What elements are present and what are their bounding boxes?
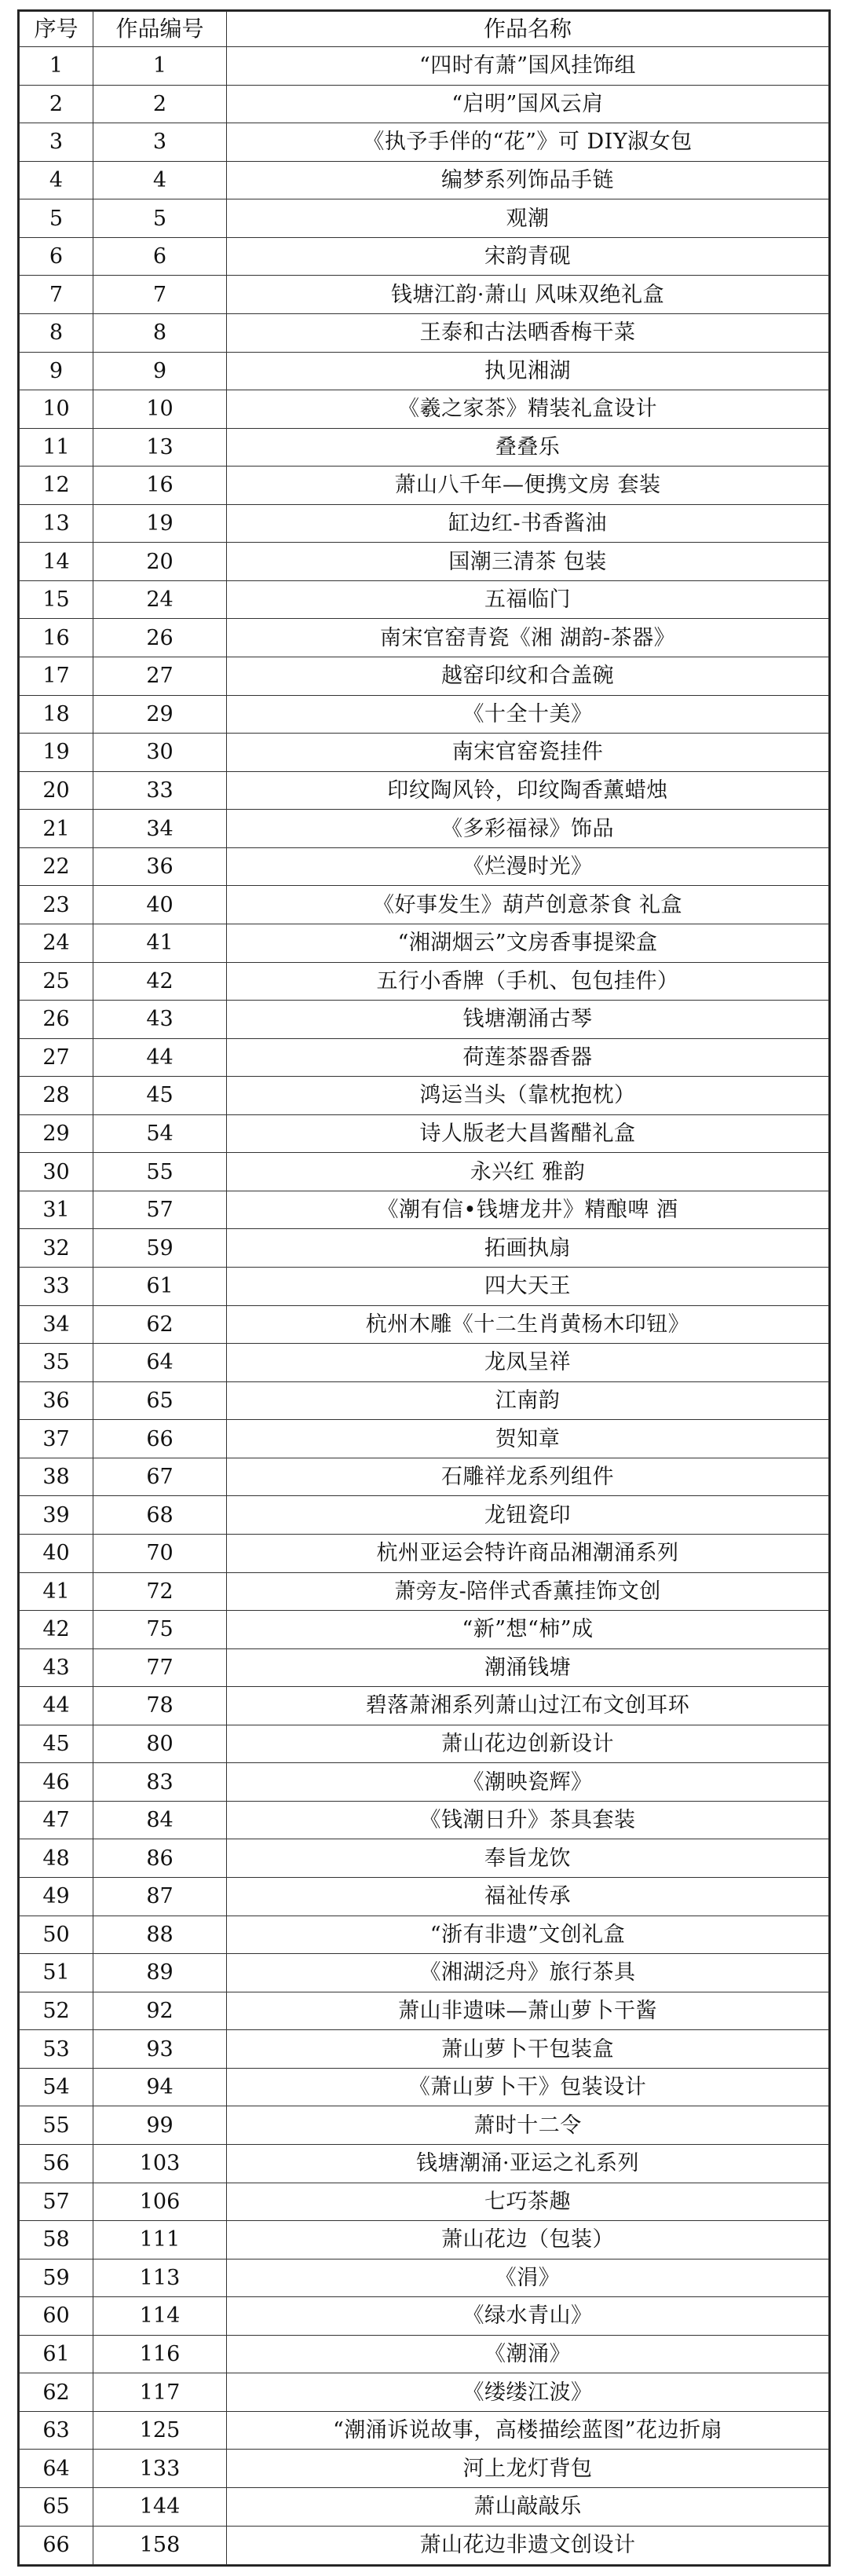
cell-work-code: 94 — [93, 2068, 227, 2106]
table-row — [20, 1001, 829, 1039]
cell-work-code: 84 — [93, 1801, 227, 1839]
cell-work-code: 3 — [93, 123, 227, 162]
table-row — [20, 2335, 829, 2373]
cell-work-code: 106 — [93, 2183, 227, 2221]
table-row — [20, 657, 829, 696]
cell-serial-number: 49 — [20, 1878, 93, 1916]
cell-work-title: 《涓》 — [227, 2259, 829, 2297]
table-row — [20, 2068, 829, 2106]
table-row — [20, 1916, 829, 1954]
table-row — [20, 1153, 829, 1191]
cell-work-code: 16 — [93, 467, 227, 505]
cell-serial-number: 10 — [20, 390, 93, 429]
cell-serial-number: 7 — [20, 276, 93, 314]
cell-work-title: 四大天王 — [227, 1268, 829, 1306]
cell-work-title: 叠叠乐 — [227, 428, 829, 467]
table-row — [20, 237, 829, 276]
cell-work-title: 福祉传承 — [227, 1878, 829, 1916]
cell-serial-number: 1 — [20, 47, 93, 86]
cell-work-title: 五行小香牌（手机、包包挂件） — [227, 962, 829, 1001]
cell-work-code: 10 — [93, 390, 227, 429]
cell-work-code: 55 — [93, 1153, 227, 1191]
table-row — [20, 2106, 829, 2145]
cell-work-code: 92 — [93, 1992, 227, 2030]
table-row — [20, 924, 829, 962]
cell-work-title: 龙钮瓷印 — [227, 1496, 829, 1535]
cell-work-title: 《羲之家茶》精装礼盒设计 — [227, 390, 829, 429]
table-row — [20, 1687, 829, 1725]
cell-work-code: 57 — [93, 1191, 227, 1229]
cell-work-title: 萧时十二令 — [227, 2106, 829, 2145]
cell-work-title: 贺知章 — [227, 1420, 829, 1458]
cell-serial-number: 4 — [20, 161, 93, 199]
table-row — [20, 2297, 829, 2336]
header-work-title: 作品名称 — [227, 12, 829, 47]
cell-work-title: 杭州亚运会特许商品湘潮涌系列 — [227, 1534, 829, 1572]
table-row — [20, 1878, 829, 1916]
cell-work-title: 《烂漫时光》 — [227, 847, 829, 886]
cell-work-title: 萧山花边（包装） — [227, 2221, 829, 2259]
cell-serial-number: 39 — [20, 1496, 93, 1535]
cell-work-code: 1 — [93, 47, 227, 86]
cell-work-code: 20 — [93, 543, 227, 581]
cell-work-title: 《湘湖泛舟》旅行茶具 — [227, 1954, 829, 1992]
cell-serial-number: 34 — [20, 1305, 93, 1344]
cell-serial-number: 45 — [20, 1725, 93, 1763]
table-row — [20, 47, 829, 86]
cell-work-code: 80 — [93, 1725, 227, 1763]
table-row — [20, 1420, 829, 1458]
table-row — [20, 1038, 829, 1077]
cell-work-code: 87 — [93, 1878, 227, 1916]
cell-serial-number: 3 — [20, 123, 93, 162]
cell-work-code: 27 — [93, 657, 227, 696]
table-row — [20, 504, 829, 543]
table-row — [20, 1725, 829, 1763]
cell-work-code: 13 — [93, 428, 227, 467]
cell-serial-number: 37 — [20, 1420, 93, 1458]
cell-serial-number: 26 — [20, 1001, 93, 1039]
cell-work-title: 编梦系列饰品手链 — [227, 161, 829, 199]
table-row — [20, 390, 829, 429]
table-row — [20, 2144, 829, 2183]
cell-work-title: 奉旨龙饮 — [227, 1839, 829, 1878]
cell-serial-number: 55 — [20, 2106, 93, 2145]
cell-work-code: 68 — [93, 1496, 227, 1535]
table-row — [20, 810, 829, 848]
cell-work-title: 南宋官窑青瓷《湘 湖韵-茶器》 — [227, 619, 829, 657]
cell-work-title: 越窑印纹和合盖碗 — [227, 657, 829, 696]
cell-work-code: 88 — [93, 1916, 227, 1954]
cell-serial-number: 33 — [20, 1268, 93, 1306]
cell-work-title: 《多彩福禄》饰品 — [227, 810, 829, 848]
cell-work-code: 93 — [93, 2030, 227, 2069]
cell-work-title: 《执予手伴的“花”》可 DIY淑女包 — [227, 123, 829, 162]
table-row — [20, 1954, 829, 1992]
cell-serial-number: 61 — [20, 2335, 93, 2373]
cell-work-title: 荷莲茶器香器 — [227, 1038, 829, 1077]
cell-work-code: 19 — [93, 504, 227, 543]
cell-work-code: 133 — [93, 2450, 227, 2488]
cell-serial-number: 66 — [20, 2526, 93, 2564]
cell-work-title: 印纹陶风铃，印纹陶香薰蜡烛 — [227, 771, 829, 810]
cell-serial-number: 47 — [20, 1801, 93, 1839]
cell-work-code: 77 — [93, 1648, 227, 1687]
cell-work-title: 潮涌钱塘 — [227, 1648, 829, 1687]
table-row — [20, 1992, 829, 2030]
cell-work-code: 116 — [93, 2335, 227, 2373]
cell-work-title: 钱塘潮涌·亚运之礼系列 — [227, 2144, 829, 2183]
cell-serial-number: 56 — [20, 2144, 93, 2183]
cell-work-code: 7 — [93, 276, 227, 314]
table-row — [20, 2030, 829, 2069]
table-row — [20, 619, 829, 657]
cell-work-code: 4 — [93, 161, 227, 199]
cell-work-title: 缸边红-书香酱油 — [227, 504, 829, 543]
cell-work-code: 114 — [93, 2297, 227, 2336]
cell-work-code: 117 — [93, 2373, 227, 2412]
cell-serial-number: 40 — [20, 1534, 93, 1572]
table-row — [20, 1077, 829, 1115]
cell-serial-number: 32 — [20, 1229, 93, 1268]
cell-work-title: 鸿运当头（靠枕抱枕） — [227, 1077, 829, 1115]
cell-work-code: 61 — [93, 1268, 227, 1306]
cell-work-code: 89 — [93, 1954, 227, 1992]
cell-work-title: 《好事发生》葫芦创意茶食 礼盒 — [227, 886, 829, 924]
cell-work-code: 34 — [93, 810, 227, 848]
cell-serial-number: 59 — [20, 2259, 93, 2297]
cell-work-code: 29 — [93, 695, 227, 734]
cell-work-code: 158 — [93, 2526, 227, 2564]
table-row — [20, 2221, 829, 2259]
table-row — [20, 1763, 829, 1802]
table-row — [20, 543, 829, 581]
table-row — [20, 771, 829, 810]
cell-work-title: 国潮三清茶 包装 — [227, 543, 829, 581]
table-row — [20, 2526, 829, 2564]
cell-work-code: 113 — [93, 2259, 227, 2297]
header-work-code: 作品编号 — [93, 12, 227, 47]
cell-work-title: 萧山八千年—便携文房 套装 — [227, 467, 829, 505]
cell-serial-number: 20 — [20, 771, 93, 810]
cell-serial-number: 23 — [20, 886, 93, 924]
cell-serial-number: 60 — [20, 2297, 93, 2336]
cell-work-title: 萧山敲敲乐 — [227, 2488, 829, 2527]
cell-serial-number: 62 — [20, 2373, 93, 2412]
cell-serial-number: 65 — [20, 2488, 93, 2527]
cell-work-code: 86 — [93, 1839, 227, 1878]
table-row — [20, 886, 829, 924]
cell-serial-number: 2 — [20, 85, 93, 123]
table-row — [20, 352, 829, 390]
table-row — [20, 1648, 829, 1687]
cell-serial-number: 28 — [20, 1077, 93, 1115]
cell-work-code: 75 — [93, 1611, 227, 1649]
cell-serial-number: 5 — [20, 199, 93, 238]
cell-serial-number: 38 — [20, 1458, 93, 1496]
cell-serial-number: 52 — [20, 1992, 93, 2030]
cell-serial-number: 15 — [20, 580, 93, 619]
cell-serial-number: 64 — [20, 2450, 93, 2488]
table-row — [20, 1268, 829, 1306]
cell-work-code: 42 — [93, 962, 227, 1001]
table-row — [20, 161, 829, 199]
cell-serial-number: 16 — [20, 619, 93, 657]
cell-serial-number: 31 — [20, 1191, 93, 1229]
table-row — [20, 2183, 829, 2221]
cell-work-code: 83 — [93, 1763, 227, 1802]
cell-serial-number: 22 — [20, 847, 93, 886]
works-table — [19, 11, 829, 2565]
cell-work-title: 江南韵 — [227, 1381, 829, 1420]
cell-serial-number: 6 — [20, 237, 93, 276]
table-row — [20, 2411, 829, 2450]
table-row — [20, 1114, 829, 1153]
header-serial-number: 序号 — [20, 12, 93, 47]
cell-serial-number: 8 — [20, 313, 93, 352]
cell-work-title: “启明”国风云肩 — [227, 85, 829, 123]
cell-work-code: 62 — [93, 1305, 227, 1344]
cell-work-title: 《萧山萝卜干》包装设计 — [227, 2068, 829, 2106]
cell-serial-number: 30 — [20, 1153, 93, 1191]
cell-work-title: 钱塘潮涌古琴 — [227, 1001, 829, 1039]
cell-work-code: 111 — [93, 2221, 227, 2259]
cell-work-code: 78 — [93, 1687, 227, 1725]
cell-serial-number: 44 — [20, 1687, 93, 1725]
cell-work-title: 钱塘江韵·萧山 风味双绝礼盒 — [227, 276, 829, 314]
cell-serial-number: 57 — [20, 2183, 93, 2221]
cell-serial-number: 54 — [20, 2068, 93, 2106]
table-row — [20, 1839, 829, 1878]
cell-serial-number: 46 — [20, 1763, 93, 1802]
cell-work-code: 6 — [93, 237, 227, 276]
table-row — [20, 276, 829, 314]
cell-work-title: 《潮映瓷辉》 — [227, 1763, 829, 1802]
table-row — [20, 199, 829, 238]
cell-work-code: 9 — [93, 352, 227, 390]
cell-work-code: 59 — [93, 1229, 227, 1268]
cell-serial-number: 9 — [20, 352, 93, 390]
table-row — [20, 1572, 829, 1611]
cell-work-title: 萧山花边创新设计 — [227, 1725, 829, 1763]
table-row — [20, 2259, 829, 2297]
cell-serial-number: 53 — [20, 2030, 93, 2069]
table-row — [20, 2450, 829, 2488]
table-row — [20, 1611, 829, 1649]
header-row — [20, 12, 829, 47]
cell-work-title: 七巧茶趣 — [227, 2183, 829, 2221]
cell-work-title: 南宋官窑瓷挂件 — [227, 734, 829, 772]
table-row — [20, 1305, 829, 1344]
cell-serial-number: 27 — [20, 1038, 93, 1077]
cell-serial-number: 51 — [20, 1954, 93, 1992]
table-row — [20, 580, 829, 619]
cell-work-code: 65 — [93, 1381, 227, 1420]
cell-work-title: 《绿水青山》 — [227, 2297, 829, 2336]
cell-serial-number: 50 — [20, 1916, 93, 1954]
cell-serial-number: 12 — [20, 467, 93, 505]
cell-serial-number: 19 — [20, 734, 93, 772]
cell-serial-number: 29 — [20, 1114, 93, 1153]
cell-work-code: 144 — [93, 2488, 227, 2527]
cell-work-title: 杭州木雕《十二生肖黄杨木印钮》 — [227, 1305, 829, 1344]
table-row — [20, 1534, 829, 1572]
cell-work-code: 30 — [93, 734, 227, 772]
cell-work-code: 70 — [93, 1534, 227, 1572]
table-row — [20, 1458, 829, 1496]
table-row — [20, 2488, 829, 2527]
cell-work-title: 萧旁友-陪伴式香薰挂饰文创 — [227, 1572, 829, 1611]
cell-serial-number: 17 — [20, 657, 93, 696]
cell-work-title: 五福临门 — [227, 580, 829, 619]
cell-serial-number: 63 — [20, 2411, 93, 2450]
cell-work-code: 2 — [93, 85, 227, 123]
cell-work-title: 《十全十美》 — [227, 695, 829, 734]
cell-work-code: 5 — [93, 199, 227, 238]
table-row — [20, 2373, 829, 2412]
table-row — [20, 1801, 829, 1839]
cell-work-title: 王泰和古法晒香梅干菜 — [227, 313, 829, 352]
cell-serial-number: 25 — [20, 962, 93, 1001]
cell-serial-number: 11 — [20, 428, 93, 467]
table-row — [20, 313, 829, 352]
table-row — [20, 1381, 829, 1420]
cell-work-title: 萧山非遗味—萧山萝卜干酱 — [227, 1992, 829, 2030]
works-list-sheet — [17, 9, 831, 2567]
cell-work-title: 石雕祥龙系列组件 — [227, 1458, 829, 1496]
cell-work-code: 103 — [93, 2144, 227, 2183]
cell-work-title: “新”想“柿”成 — [227, 1611, 829, 1649]
table-row — [20, 847, 829, 886]
table-row — [20, 1344, 829, 1382]
table-row — [20, 962, 829, 1001]
cell-serial-number: 35 — [20, 1344, 93, 1382]
cell-work-title: 拓画执扇 — [227, 1229, 829, 1268]
cell-serial-number: 41 — [20, 1572, 93, 1611]
table-row — [20, 1496, 829, 1535]
cell-work-code: 125 — [93, 2411, 227, 2450]
cell-work-code: 45 — [93, 1077, 227, 1115]
cell-serial-number: 18 — [20, 695, 93, 734]
cell-serial-number: 42 — [20, 1611, 93, 1649]
table-row — [20, 85, 829, 123]
cell-serial-number: 14 — [20, 543, 93, 581]
cell-work-title: 碧落萧湘系列萧山过江布文创耳环 — [227, 1687, 829, 1725]
cell-serial-number: 58 — [20, 2221, 93, 2259]
cell-work-title: 永兴红 雅韵 — [227, 1153, 829, 1191]
cell-work-code: 33 — [93, 771, 227, 810]
cell-work-title: 萧山萝卜干包装盒 — [227, 2030, 829, 2069]
cell-serial-number: 21 — [20, 810, 93, 848]
cell-work-code: 36 — [93, 847, 227, 886]
cell-work-title: 河上龙灯背包 — [227, 2450, 829, 2488]
cell-work-code: 54 — [93, 1114, 227, 1153]
cell-work-code: 40 — [93, 886, 227, 924]
table-header — [20, 12, 829, 47]
table-row — [20, 695, 829, 734]
table-body — [20, 47, 829, 2565]
cell-work-title: “湘湖烟云”文房香事提梁盒 — [227, 924, 829, 962]
cell-serial-number: 24 — [20, 924, 93, 962]
cell-work-title: 《潮涌》 — [227, 2335, 829, 2373]
cell-work-code: 41 — [93, 924, 227, 962]
table-row — [20, 428, 829, 467]
cell-work-title: “浙有非遗”文创礼盒 — [227, 1916, 829, 1954]
table-row — [20, 1191, 829, 1229]
table-row — [20, 467, 829, 505]
table-row — [20, 123, 829, 162]
cell-work-title: 萧山花边非遗文创设计 — [227, 2526, 829, 2564]
cell-work-title: 《缕缕江波》 — [227, 2373, 829, 2412]
cell-work-code: 99 — [93, 2106, 227, 2145]
cell-work-title: 龙凤呈祥 — [227, 1344, 829, 1382]
cell-work-code: 26 — [93, 619, 227, 657]
cell-serial-number: 13 — [20, 504, 93, 543]
cell-work-code: 8 — [93, 313, 227, 352]
cell-work-title: 诗人版老大昌酱醋礼盒 — [227, 1114, 829, 1153]
cell-work-title: 《钱潮日升》茶具套装 — [227, 1801, 829, 1839]
cell-work-code: 67 — [93, 1458, 227, 1496]
cell-work-title: “潮涌诉说故事，高楼描绘蓝图”花边折扇 — [227, 2411, 829, 2450]
cell-work-title: 执见湘湖 — [227, 352, 829, 390]
cell-work-code: 24 — [93, 580, 227, 619]
cell-work-title: 《潮有信•钱塘龙井》精酿啤 酒 — [227, 1191, 829, 1229]
cell-work-title: “四时有萧”国风挂饰组 — [227, 47, 829, 86]
table-row — [20, 734, 829, 772]
cell-work-code: 66 — [93, 1420, 227, 1458]
cell-serial-number: 36 — [20, 1381, 93, 1420]
cell-work-title: 观潮 — [227, 199, 829, 238]
cell-work-title: 宋韵青砚 — [227, 237, 829, 276]
cell-serial-number: 48 — [20, 1839, 93, 1878]
table-row — [20, 1229, 829, 1268]
cell-work-code: 43 — [93, 1001, 227, 1039]
cell-serial-number: 43 — [20, 1648, 93, 1687]
cell-work-code: 72 — [93, 1572, 227, 1611]
cell-work-code: 64 — [93, 1344, 227, 1382]
cell-work-code: 44 — [93, 1038, 227, 1077]
